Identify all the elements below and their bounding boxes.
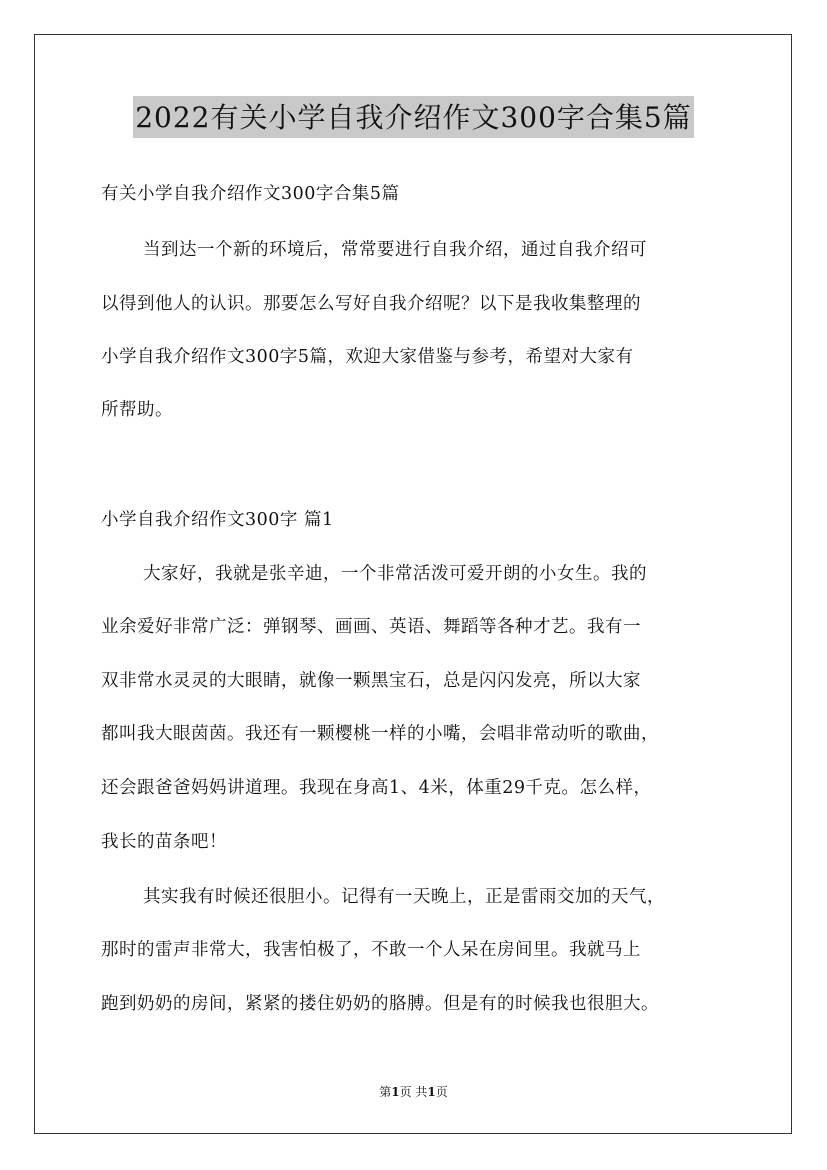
document-subtitle: 有关小学自我介绍作文300字合集5篇	[101, 184, 400, 204]
para1-line-3: 双非常水灵灵的大眼睛，就像一颗黑宝石，总是闪闪发亮，所以大家	[101, 671, 641, 691]
para2-line-2: 那时的雷声非常大，我害怕极了，不敢一个人呆在房间里。我就马上	[101, 940, 641, 960]
para1-line-1: 大家好，我就是张辛迪，一个非常活泼可爱开朗的小女生。我的	[143, 564, 647, 584]
document-title-block	[0, 96, 827, 138]
intro-line-1: 当到达一个新的环境后，常常要进行自我介绍，通过自我介绍可	[143, 240, 647, 260]
page-footer	[0, 1084, 827, 1100]
footer-mid: 页 共	[399, 1085, 428, 1099]
intro-line-3: 小学自我介绍作文300字5篇，欢迎大家借鉴与参考，希望对大家有	[101, 347, 634, 367]
footer-total-pages: 1	[427, 1085, 436, 1099]
intro-line-4: 所帮助。	[101, 400, 173, 420]
para1-line-6: 我长的苗条吧！	[101, 832, 227, 852]
footer-suffix: 页	[435, 1085, 448, 1099]
para1-line-2: 业余爱好非常广泛：弹钢琴、画画、英语、舞蹈等各种才艺。我有一	[101, 617, 641, 637]
para2-line-1: 其实我有时候还很胆小。记得有一天晚上，正是雷雨交加的天气，	[143, 887, 665, 907]
section-heading: 小学自我介绍作文300字 篇1	[101, 510, 334, 530]
footer-page-number: 1	[391, 1085, 400, 1099]
intro-line-2: 以得到他人的认识。那要怎么写好自我介绍呢？以下是我收集整理的	[101, 294, 641, 314]
para2-line-3: 跑到奶奶的房间，紧紧的搂住奶奶的胳膊。但是有的时候我也很胆大。	[101, 994, 659, 1014]
document-title: 2022有关小学自我介绍作文300字合集5篇	[133, 96, 694, 138]
footer-prefix: 第	[379, 1085, 392, 1099]
para1-line-4: 都叫我大眼茵茵。我还有一颗樱桃一样的小嘴，会唱非常动听的歌曲，	[101, 724, 659, 744]
para1-line-5: 还会跟爸爸妈妈讲道理。我现在身高1、4米，体重29千克。怎么样，	[101, 778, 652, 798]
